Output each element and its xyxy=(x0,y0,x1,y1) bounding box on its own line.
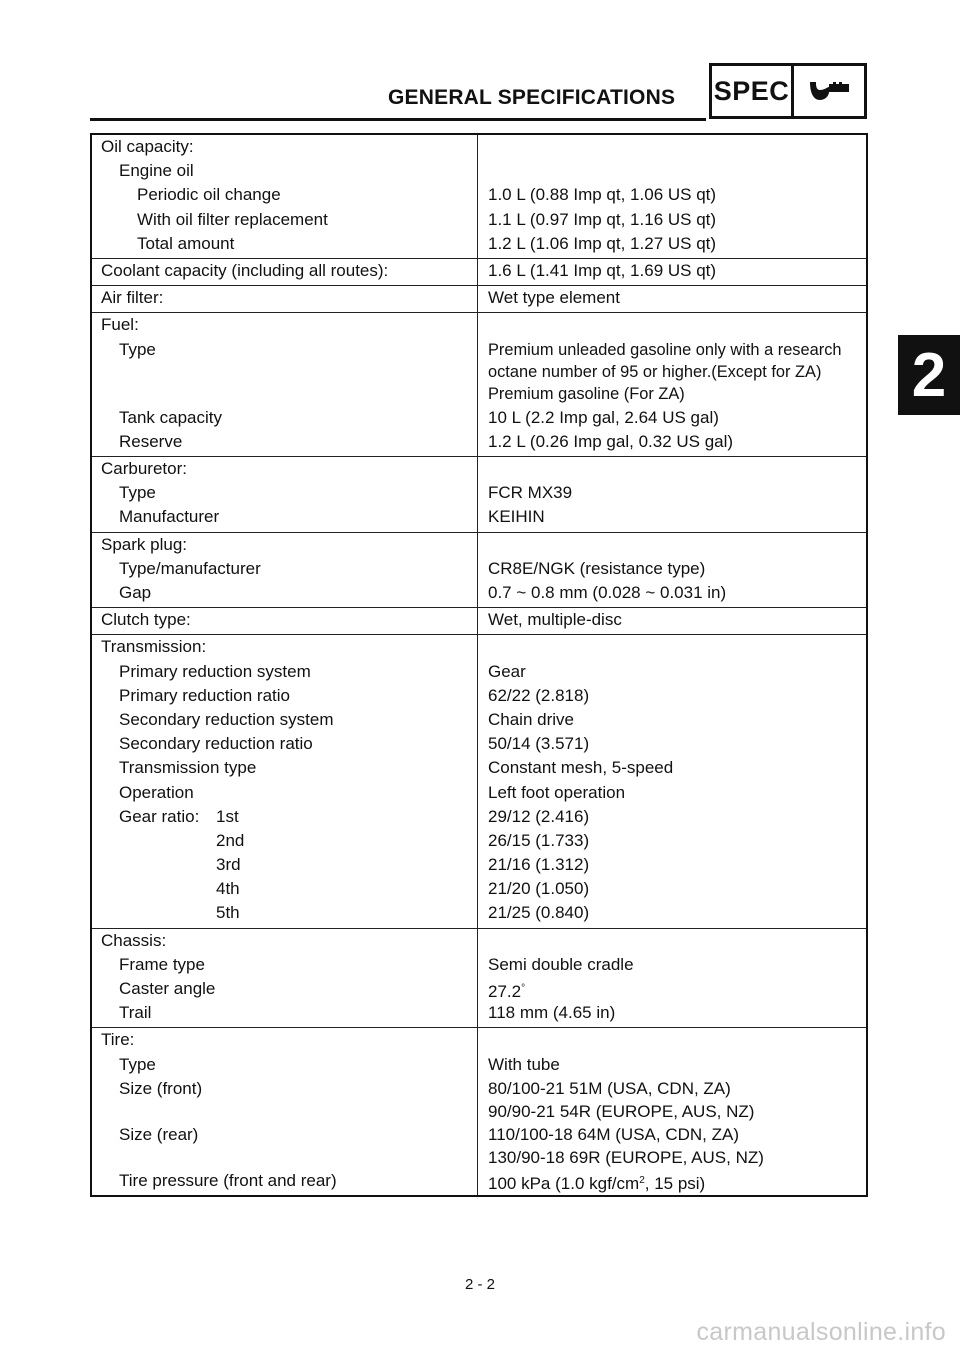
spec-label: Manufacturer xyxy=(119,507,220,527)
oil-capacity-group xyxy=(92,135,866,258)
spec-value: With tube xyxy=(488,1054,560,1074)
spec-label: Type xyxy=(119,483,156,503)
spec-value: 90/90-21 54R (EUROPE, AUS, NZ) xyxy=(488,1101,755,1121)
gear-ratio-row xyxy=(92,877,477,901)
spec-label: Engine oil xyxy=(119,161,194,181)
spec-label: Air filter: xyxy=(101,288,164,308)
pressure-value-suffix: , 15 psi) xyxy=(644,1174,706,1194)
spec-heading: Tire: xyxy=(101,1030,135,1050)
spec-label: Caster angle xyxy=(119,979,216,998)
spec-label: Periodic oil change xyxy=(137,185,281,205)
spec-heading: Chassis: xyxy=(101,930,167,950)
header-rule xyxy=(90,118,706,121)
spec-heading: Oil capacity: xyxy=(101,137,194,156)
spec-label: Trail xyxy=(119,1003,152,1023)
spec-label: Size (front) xyxy=(119,1078,203,1098)
spec-label: Coolant capacity (including all routes): xyxy=(101,260,389,280)
spec-value xyxy=(478,977,866,1001)
gear-label: 5th xyxy=(216,903,240,923)
chassis-group xyxy=(92,928,866,1028)
spec-value: 80/100-21 51M (USA, CDN, ZA) xyxy=(488,1078,731,1098)
spec-value: 21/16 (1.312) xyxy=(488,855,590,875)
spec-label: Gear ratio: xyxy=(119,806,200,826)
spec-label: Type xyxy=(119,339,156,359)
spec-label: Frame type xyxy=(119,954,205,974)
chapter-tab: 2 xyxy=(898,335,960,415)
spec-value: Semi double cradle xyxy=(488,954,634,974)
spec-label: Tank capacity xyxy=(119,407,222,427)
coolant-group xyxy=(92,258,866,285)
caster-value: 27.2 xyxy=(488,982,522,1001)
spec-label: Tire pressure (front and rear) xyxy=(119,1171,337,1191)
gear-ratio-row xyxy=(92,901,477,925)
spec-label: Gap xyxy=(119,583,152,602)
gear-ratio-row xyxy=(92,853,477,877)
spec-value: CR8E/NGK (resistance type) xyxy=(488,558,706,578)
spec-value: 130/90-18 69R (EUROPE, AUS, NZ) xyxy=(488,1148,764,1168)
gear-ratio-row xyxy=(92,829,477,853)
spec-label: Type/manufacturer xyxy=(119,558,261,578)
spec-value xyxy=(478,1169,866,1193)
spec-value: Left foot operation xyxy=(488,782,626,802)
spec-value: 0.7 ~ 0.8 mm (0.028 ~ 0.031 in) xyxy=(488,583,727,602)
spec-label: Operation xyxy=(119,782,194,802)
spec-label: Secondary reduction ratio xyxy=(119,734,313,754)
watermark: carmanualsonline.info xyxy=(696,1318,946,1346)
spec-value: 1.2 L (1.06 Imp qt, 1.27 US qt) xyxy=(488,233,717,253)
spec-value: KEIHIN xyxy=(488,507,545,527)
tire-group xyxy=(92,1027,866,1195)
spec-value: 29/12 (2.416) xyxy=(488,806,590,826)
air-filter-group xyxy=(92,285,866,312)
spec-heading: Transmission: xyxy=(101,637,207,657)
page-number: 2 - 2 xyxy=(464,1276,495,1293)
gear-label: 4th xyxy=(216,879,240,899)
spec-value: 1.2 L (0.26 Imp gal, 0.32 US gal) xyxy=(488,431,734,451)
spec-value: 62/22 (2.818) xyxy=(488,685,590,705)
spec-heading: Fuel: xyxy=(101,315,139,335)
pressure-superscript: 2 xyxy=(639,1175,645,1187)
spec-label: Size (rear) xyxy=(119,1124,199,1144)
carburetor-group xyxy=(92,456,866,532)
spec-value: 21/20 (1.050) xyxy=(488,879,590,899)
spec-value: octane number of 95 or higher.(Except for ZA) xyxy=(488,362,822,381)
wrench-icon xyxy=(794,66,864,116)
spec-label: Reserve xyxy=(119,431,183,451)
spec-label: Clutch type: xyxy=(101,610,191,630)
spec-label: Type xyxy=(119,1054,156,1074)
spec-value: Gear xyxy=(488,661,526,681)
fuel-group xyxy=(92,312,866,456)
spec-value: Wet type element xyxy=(488,288,620,308)
transmission-group xyxy=(92,634,866,927)
spark-plug-group xyxy=(92,532,866,608)
spec-value: 10 L (2.2 Imp gal, 2.64 US gal) xyxy=(488,407,719,427)
spec-value: 1.0 L (0.88 Imp qt, 1.06 US qt) xyxy=(488,185,717,205)
spec-label: With oil filter replacement xyxy=(137,209,328,229)
gear-label: 2nd xyxy=(216,830,245,850)
spec-value: 26/15 (1.733) xyxy=(488,830,590,850)
spec-value: 50/14 (3.571) xyxy=(488,734,590,754)
degree-unit: ° xyxy=(521,983,526,994)
spec-badge xyxy=(709,63,867,119)
spec-label: Primary reduction ratio xyxy=(119,685,291,705)
gear-label: 1st xyxy=(216,806,239,826)
spec-heading: Spark plug: xyxy=(101,534,187,554)
spec-heading: Carburetor: xyxy=(101,459,187,479)
spec-value: Wet, multiple-disc xyxy=(488,610,622,630)
spec-value: 1.1 L (0.97 Imp qt, 1.16 US qt) xyxy=(488,209,717,229)
gear-ratio-row xyxy=(92,805,477,829)
spec-value: 21/25 (0.840) xyxy=(488,903,590,923)
pressure-value: 100 kPa (1.0 kgf/cm xyxy=(488,1174,640,1194)
spec-value: FCR MX39 xyxy=(488,483,573,503)
spec-value: 110/100-18 64M (USA, CDN, ZA) xyxy=(488,1124,739,1144)
spec-label: Total amount xyxy=(137,233,235,253)
spec-value: 1.6 L (1.41 Imp qt, 1.69 US qt) xyxy=(488,260,717,280)
spec-label: Primary reduction system xyxy=(119,661,311,681)
spec-value: Premium unleaded gasoline only with a research xyxy=(488,340,842,359)
spec-badge-label: SPEC xyxy=(712,66,794,116)
spec-table xyxy=(90,133,868,1197)
page-title: GENERAL SPECIFICATIONS xyxy=(388,86,676,109)
spec-value: Chain drive xyxy=(488,709,574,729)
spec-label: Secondary reduction system xyxy=(119,709,334,729)
gear-label: 3rd xyxy=(216,855,241,875)
spec-value: Constant mesh, 5-speed xyxy=(488,758,674,778)
spec-value: Premium gasoline (For ZA) xyxy=(488,384,685,403)
clutch-group xyxy=(92,607,866,634)
spec-value: 118 mm (4.65 in) xyxy=(488,1003,616,1023)
spec-label: Transmission type xyxy=(119,758,257,778)
